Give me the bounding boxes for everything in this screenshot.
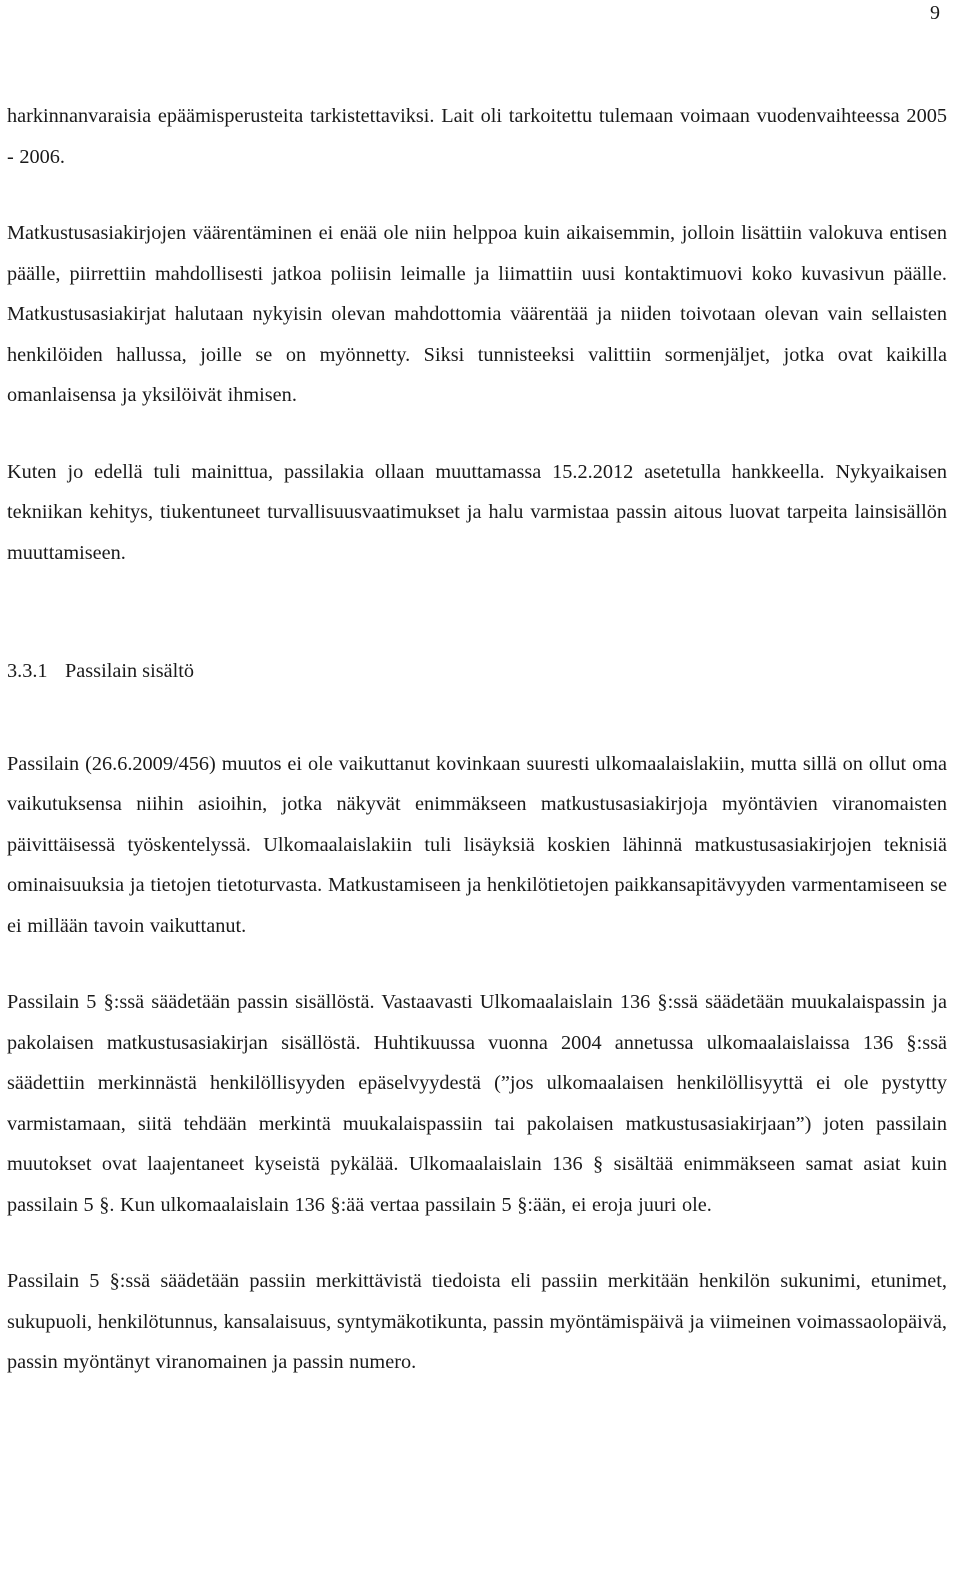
document-body [7,96,947,1383]
paragraph: Passilain (26.6.2009/456) muutos ei ole vaikuttanut kovinkaan suuresti ulkomaalaislakiin, mutta sillä on ollut oma vaikutuksensa niihin asioihin, jotka näkyvät enimmäkseen matkustusasiakirjoja myöntävien viranomaisten päivittäisessä työskentelyssä. Ulkomaalaislakiin tuli lisäyksiä koskien lähinnä matkustusasiakirjojen teknisiä ominaisuuksia ja tietojen tietoturvasta. Matkustamiseen ja henkilötietojen paikkansapitävyyden varmentamiseen se ei millään tavoin vaikuttanut. [7,752,947,937]
paragraph-gap [7,1225,947,1261]
paragraph: Matkustusasiakirjojen väärentäminen ei enää ole niin helppoa kuin aikaisemmin, jolloin lisättiin valokuva entisen päälle, piirrettiin mahdollisesti jatkoa poliisin leimalle ja liimattiin uusi kontaktimuovi koko kuvasivun päälle. Matkustusasiakirjat halutaan nykyisin olevan mahdottomia väärentää ja niiden toivotaan olevan vain sellaisten henkilöiden hallussa, joille se on myönnetty. Siksi tunnisteeksi valittiin sormenjäljet, jotka ovat kaikilla omanlaisensa ja yksilöivät ihmisen. [7,222,947,406]
paragraph: harkinnanvaraisia epäämisperusteita tarkistettaviksi. Lait oli tarkoitettu tulemaan voimaan vuodenvaihteessa 2005 - 2006. [7,105,947,168]
paragraph-gap [7,946,947,982]
paragraph: Passilain 5 §:ssä säädetään passiin merkittävistä tiedoista eli passiin merkitään henkilön sukunimi, etunimet, sukupuoli, henkilötunnus, kansalaisuus, syntymäkotikunta, passin myöntämispäivä ja viimeinen voimassaolopäivä, passin myöntänyt viranomainen ja passin numero. [7,1270,947,1373]
paragraph: Passilain 5 §:ssä säädetään passin sisällöstä. Vastaavasti Ulkomaalaislain 136 §:ssä säädetään muukalaispassin ja pakolaisen matkustusasiakirjan sisällöstä. Huhtikuussa vuonna 2004 annetussa ulkomaalaislaissa 136 §:ssä säädettiin merkinnästä henkilöllisyyden epäselvyydestä (”jos ulkomaalaisen henkilöllisyyttä ei ole pystytty varmistamaan, siitä tehdään merkintä muukalaispassiin tai pakolaisen matkustusasiakirjaan”) joten passilain muutokset ovat laajentaneet kyseistä pykälää. Ulkomaalaislain 136 § sisältää enimmäkseen samat asiat kuin passilain 5 §. Kun ulkomaalaislain 136 §:ää vertaa passilain 5 §:ään, ei eroja juuri ole. [7,991,947,1216]
paragraph-gap [7,416,947,452]
section-gap [7,573,947,651]
paragraph-gap [7,177,947,213]
page-number: 9 [930,2,940,24]
paragraph: Kuten jo edellä tuli mainittua, passilakia ollaan muuttamassa 15.2.2012 asetetulla hankkeella. Nykyaikaisen tekniikan kehitys, tiukentuneet turvallisuusvaatimukset ja halu varmistaa passin aitous luovat tarpeita lainsisällön muuttamiseen. [7,460,947,564]
heading-gap [7,692,947,744]
section-number: 3.3.1 [7,660,48,682]
section-title: Passilain sisältö [65,660,195,682]
section-heading [7,651,947,692]
